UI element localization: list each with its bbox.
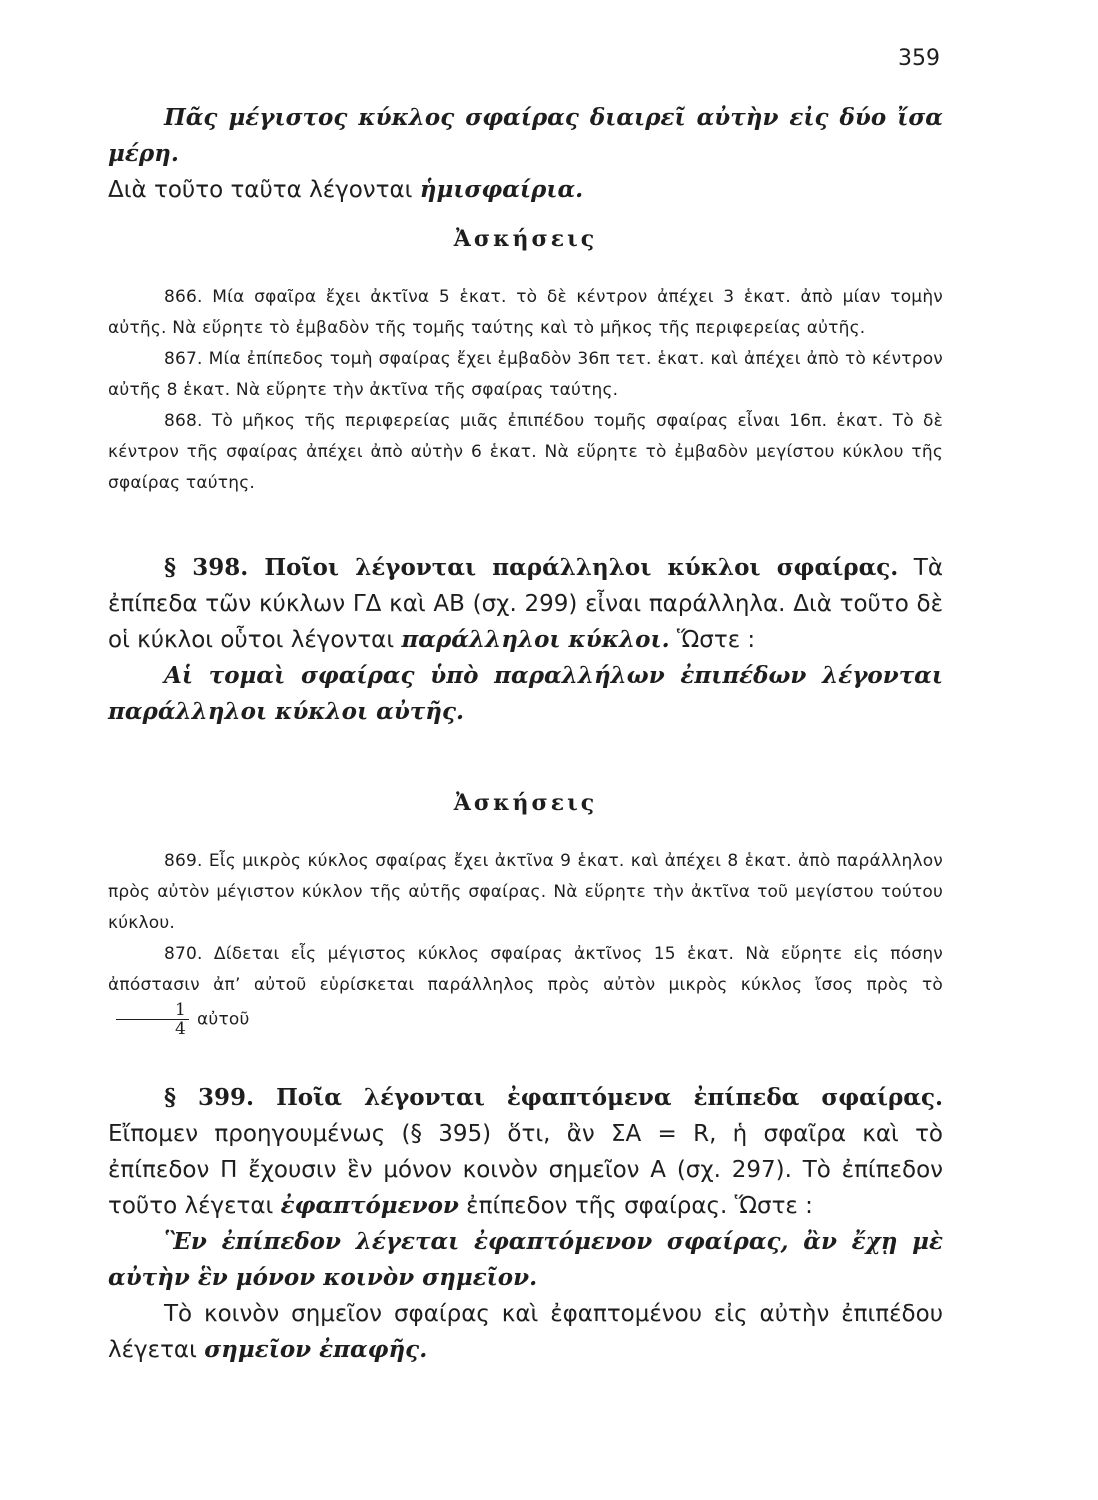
section-399-final-term: σημεῖον ἐπαφῆς.	[204, 1336, 428, 1363]
section-399-text-b: ἐπίπεδον τῆς σφαίρας. Ὥστε :	[458, 1193, 813, 1219]
exercises-block-2	[108, 846, 943, 1038]
exercise-870	[108, 939, 943, 1038]
fraction-one-quarter	[116, 1001, 189, 1038]
section-398-rule: Αἱ τομαὶ σφαίρας ὑπὸ παραλλήλων ἐπιπέδων λέγονται παράλληλοι κύκλοι αὐτῆς.	[108, 662, 943, 725]
intro-term: ἡμισφαίρια.	[419, 176, 584, 203]
exercises-heading-1: Ἀσκήσεις	[453, 226, 598, 252]
exercise-870-tail: αὐτοῦ	[197, 1009, 250, 1030]
section-399-text-a: Εἴπομεν προηγουμένως (§ 395) ὅτι, ἂν ΣΑ = R, ἡ σφαῖρα καὶ τὸ ἐπίπεδον Π ἔχουσιν ἓν μόνον κοινὸν σημεῖον Α (σχ. 297). Τὸ ἐπίπεδον τοῦτο λέγεται	[108, 1121, 943, 1219]
intro-text: Διὰ τοῦτο ταῦτα λέγονται	[108, 177, 420, 203]
exercises-heading-2: Ἀσκήσεις	[453, 790, 598, 816]
section-398-term: παράλληλοι κύκλοι.	[401, 626, 670, 653]
section-399-term: ἐφαπτόμενον	[280, 1192, 459, 1219]
section-398-heading: § 398. Ποῖοι λέγονται παράλληλοι κύκλοι σφαίρας.	[164, 554, 899, 581]
exercise-870-text: 870. Δίδεται εἷς μέγιστος κύκλος σφαίρας ἀκτῖνος 15 ἑκατ. Νὰ εὕρητε εἰς πόσην ἀπόστασιν ἀπ’ αὐτοῦ εὑρίσκεται παράλληλος πρὸς αὐτὸν μικρὸς κύκλος ἴσος πρὸς τὸ	[108, 944, 943, 995]
exercise-867: 867. Μία ἐπίπεδος τομὴ σφαίρας ἔχει ἐμβαδὸν 36π τετ. ἑκατ. καὶ ἀπέχει ἀπὸ τὸ κέντρον αὐτῆς 8 ἑκατ. Νὰ εὕρητε τὴν ἀκτῖνα τῆς σφαίρας ταύτης.	[108, 349, 943, 400]
section-399-heading: § 399. Ποῖα λέγονται ἐφαπτόμενα ἐπίπεδα σφαίρας.	[164, 1084, 943, 1111]
section-398-text-a: Τὰ ἐπίπεδα τῶν κύκλων ΓΔ καὶ ΑΒ (σχ. 299) εἶναι παράλληλα. Διὰ τοῦτο δὲ οἱ κύκλοι οὗτοι λέγονται	[108, 555, 943, 653]
exercises-block-1	[108, 282, 943, 499]
section-399-final-text: Τὸ κοινὸν σημεῖον σφαίρας καὶ ἐφαπτομένου εἰς αὐτὴν ἐπιπέδου λέγεται	[108, 1301, 943, 1363]
exercise-869: 869. Εἷς μικρὸς κύκλος σφαίρας ἔχει ἀκτῖνα 9 ἑκατ. καὶ ἀπέχει 8 ἑκατ. ἀπὸ παράλληλον πρὸς αὐτὸν μέγιστον κύκλον τῆς αὐτῆς σφαίρας. Νὰ εὕρητε τὴν ἀκτῖνα τοῦ μεγίστου τούτου κύκλου.	[108, 851, 943, 933]
exercise-868: 868. Τὸ μῆκος τῆς περιφερείας μιᾶς ἐπιπέδου τομῆς σφαίρας εἶναι 16π. ἑκατ. Τὸ δὲ κέντρον τῆς σφαίρας ἀπέχει ἀπὸ αὐτὴν 6 ἑκατ. Νὰ εὕρητε τὸ ἐμβαδὸν μεγίστου κύκλου τῆς σφαίρας ταύτης.	[108, 411, 943, 493]
intro-statement: Πᾶς μέγιστος κύκλος σφαίρας διαιρεῖ αὐτὴν εἰς δύο ἴσα μέρη.	[108, 104, 943, 167]
exercise-866: 866. Μία σφαῖρα ἔχει ἀκτῖνα 5 ἑκατ. τὸ δὲ κέντρον ἀπέχει 3 ἑκατ. ἀπὸ μίαν τομὴν αὐτῆς. Νὰ εὕρητε τὸ ἐμβαδὸν τῆς τομῆς ταύτης καὶ τὸ μῆκος τῆς περιφερείας αὐτῆς.	[108, 287, 943, 338]
section-399	[108, 1080, 943, 1368]
section-398	[108, 550, 943, 730]
fraction-denominator: 4	[175, 1019, 187, 1039]
page-number: 359	[898, 46, 940, 71]
section-399-rule: Ἓν ἐπίπεδον λέγεται ἐφαπτόμενον σφαίρας, ἂν ἔχῃ μὲ αὐτὴν ἓν μόνον κοινὸν σημεῖον.	[108, 1228, 943, 1291]
intro-block	[108, 100, 943, 208]
section-398-text-b: Ὥστε :	[669, 627, 756, 653]
fraction-numerator: 1	[116, 1001, 189, 1020]
